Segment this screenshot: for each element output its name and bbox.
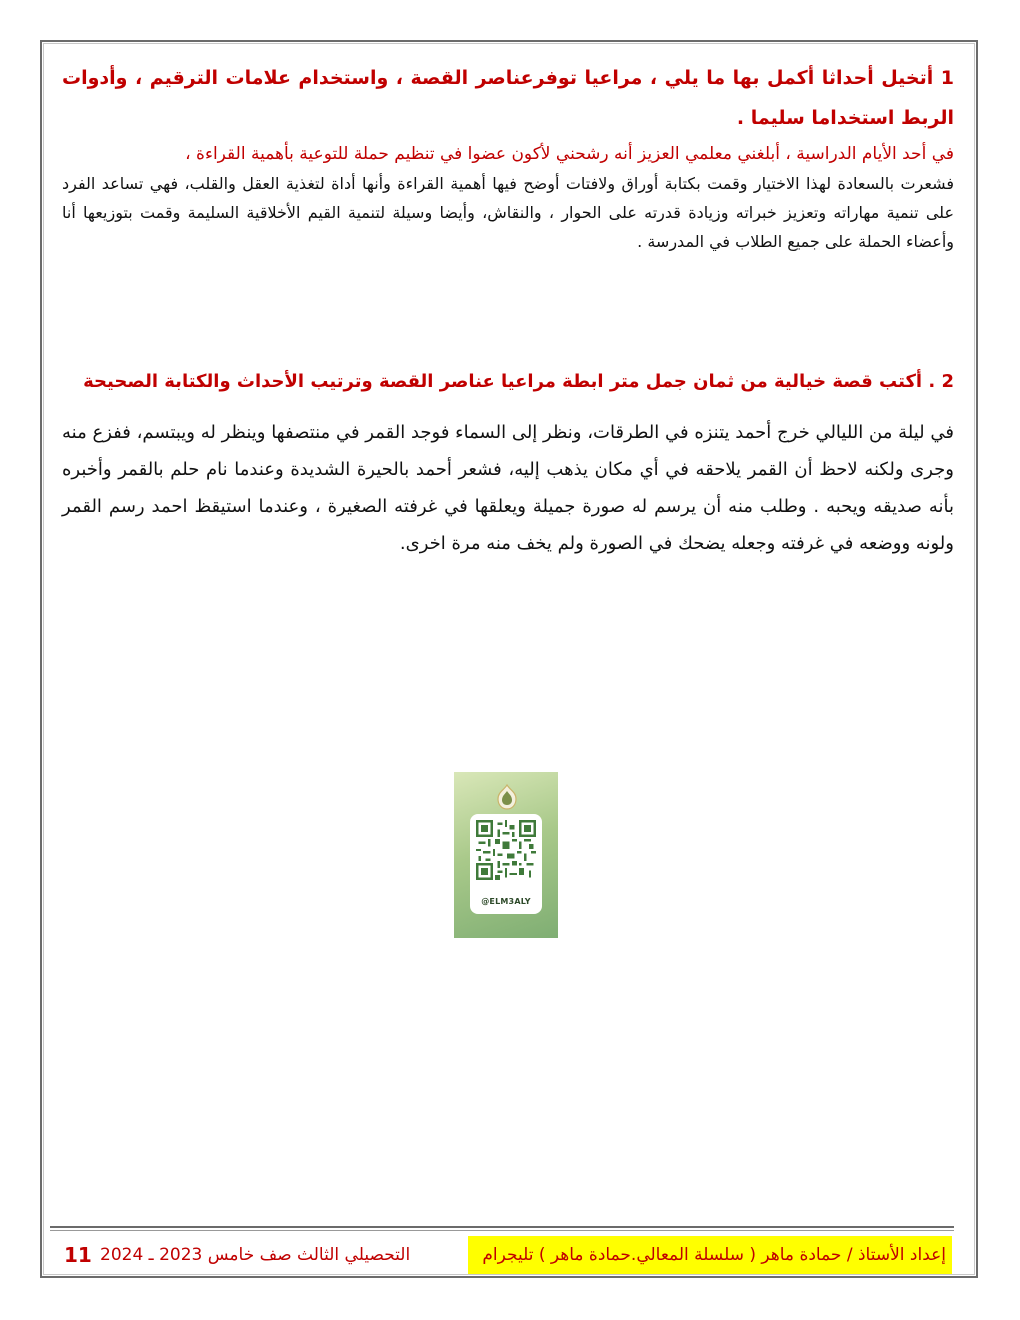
footer-divider-thin (50, 1230, 954, 1231)
qr-card[interactable] (454, 772, 558, 938)
footer-divider (50, 1226, 954, 1228)
question-1-intro-line: في أحد الأيام الدراسية ، أبلغني معلمي العزيز أنه رشحني لأكون عضوا في تنظيم حملة للتوعية بأهمية القراءة ، (185, 144, 954, 164)
question-1-body: فشعرت بالسعادة لهذا الاختيار وقمت بكتابة أوراق ولافتات أوضح فيها أهمية القراءة وأنها أداة لتغذية العقل والقلب، فهي تساعد الفرد على تنمية مهاراته وتعزيز خبراته وزيادة قدرته على الحوار ، والنقاش، وأيضا وسيلة لتنمية القيم الأخلاقية السليمة وقمت بتوزيعها أنا وأعضاء الحملة على جميع الطلاب في المدرسة . (62, 174, 954, 251)
brand-logo-icon (496, 784, 518, 810)
question-2-body: في ليلة من الليالي خرج أحمد يتنزه في الطرقات، ونظر إلى السماء فوجد القمر في منتصفها وينظر له ويبتسم، ففزع منه وجرى ولكنه لاحظ أن القمر يلاحقه في أي مكان يذهب إليه، فشعر أحمد بالحيرة الشديدة وعندما نام حلم بالقمر وأخبره بأنه صديقه ويحبه . وطلب منه أن يرسم له صورة جميلة ويعلقها في غرفته الصغيرة ، وعندما استيقظ احمد رسم القمر ولونه ووضعه في غرفته وجعله يضحك في الصورة ولم يخف منه مرة اخرى. (62, 422, 954, 554)
qr-box (470, 814, 542, 914)
question-1-answer (62, 140, 954, 256)
footer-course: التحصيلي الثالث صف خامس 2023 ـ 2024 (100, 1245, 411, 1265)
question-2-heading: 2 . أكتب قصة خيالية من ثمان جمل متر ابطة مراعيا عناصر القصة وترتيب الأحداث والكتابة الصحيحة (83, 371, 954, 392)
page-number: 11 (64, 1243, 92, 1267)
footer-credit: إعداد الأستاذ / حمادة ماهر ( سلسلة المعالي.حمادة ماهر ) تليجرام (468, 1236, 952, 1274)
question-1-heading: 1 أتخيل أحداثا أكمل بها ما يلي ، مراعيا توفرعناصر القصة ، واستخدام علامات الترقيم ، وأدوات الربط استخداما سليما . (62, 67, 954, 129)
qr-handle: @ELM3ALY (481, 897, 531, 906)
qr-code-icon[interactable] (476, 820, 536, 880)
